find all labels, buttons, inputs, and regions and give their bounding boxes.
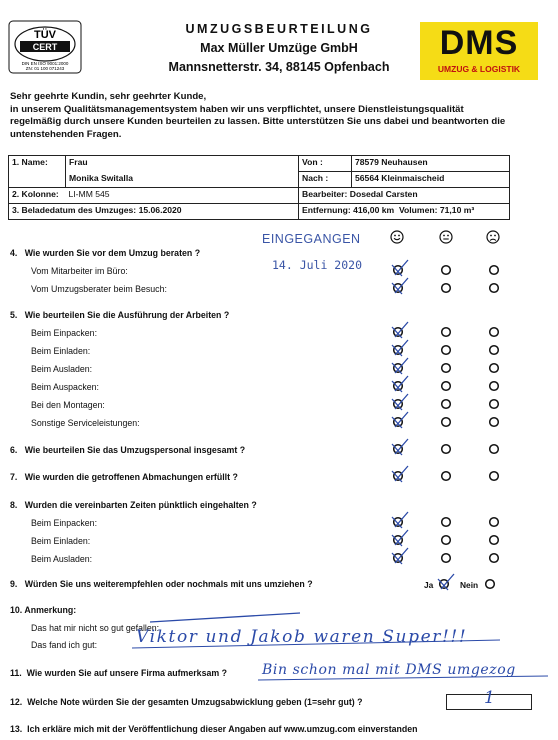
rating-option-good[interactable] <box>394 536 403 545</box>
rating-option-bad[interactable] <box>490 328 499 337</box>
question-7: 7. Wie wurden die getroffenen Abmachungen erfüllt ? <box>10 472 238 482</box>
handwritten-grade: 1 <box>484 688 495 708</box>
rating-option-neutral[interactable] <box>442 346 451 355</box>
rating-option-neutral[interactable] <box>442 382 451 391</box>
q5-item: Beim Einladen: <box>31 346 91 356</box>
intro-line: in unserem Qualitätsmanagementsystem haben wir uns verpflichtet, unsere Dienstleistungsqualität <box>10 103 464 115</box>
handwritten-liked: Viktor und Jakob waren Super!!! <box>136 627 468 647</box>
dms-logo-tagline: UMZUG & LOGISTIK <box>437 64 521 74</box>
company-name: Max Müller Umzüge GmbH <box>200 41 358 55</box>
tuv-text: TÜV <box>34 29 56 41</box>
datum-value: 15.06.2020 <box>138 205 182 215</box>
rating-option-good[interactable] <box>394 418 403 427</box>
rating-option-neutral[interactable] <box>442 445 451 454</box>
salutation-value: Frau <box>66 156 299 172</box>
rating-option-neutral[interactable] <box>442 472 451 481</box>
received-stamp-date: 14. Juli 2020 <box>272 258 363 272</box>
question-12: 12. Welche Note würden Sie der gesamten Umzugsabwicklung geben (1=sehr gut) ? <box>10 697 363 707</box>
rating-option-bad[interactable] <box>490 400 499 409</box>
bearbeiter-label: Bearbeiter: <box>302 189 348 199</box>
question-4: 4. Wie wurden Sie vor dem Umzug beraten ? <box>10 248 201 258</box>
question-10: 10. Anmerkung: <box>10 605 77 615</box>
check-mark <box>392 530 408 546</box>
form-title: UMZUGSBEURTEILUNG <box>185 22 373 36</box>
check-mark <box>392 394 408 410</box>
rating-option-neutral[interactable] <box>442 418 451 427</box>
rating-option-bad[interactable] <box>490 364 499 373</box>
rating-option-good[interactable] <box>394 518 403 527</box>
check-mark <box>392 512 408 528</box>
check-mark <box>392 340 408 356</box>
rating-option-bad[interactable] <box>490 266 499 275</box>
handwritten-source: Bin schon mal mit DMS umgezog <box>262 662 516 678</box>
rating-option-bad[interactable] <box>490 554 499 563</box>
rating-option-good[interactable] <box>394 400 403 409</box>
zn-text: ZN: 01 100 071243 <box>25 66 65 71</box>
rating-option-bad[interactable] <box>490 536 499 545</box>
cert-text: CERT <box>32 42 58 52</box>
received-stamp: EINGEGANGEN <box>262 232 361 246</box>
rating-option-good[interactable] <box>394 472 403 481</box>
company-address: Mannsnetterstr. 34, 88145 Opfenbach <box>168 60 390 74</box>
q5-item: Bei den Montagen: <box>31 400 105 410</box>
check-mark <box>392 278 408 294</box>
rating-option-neutral[interactable] <box>442 536 451 545</box>
rating-option-neutral[interactable] <box>442 364 451 373</box>
rating-option-neutral[interactable] <box>442 284 451 293</box>
check-mark <box>392 466 408 482</box>
q9-option-no[interactable] <box>486 580 495 589</box>
rating-option-neutral[interactable] <box>442 400 451 409</box>
check-mark <box>392 376 408 392</box>
kolonne-label: 2. Kolonne: <box>9 188 66 204</box>
rating-option-bad[interactable] <box>490 284 499 293</box>
kolonne-value: LI-MM 545 <box>66 188 299 204</box>
check-mark <box>392 548 408 564</box>
q9-option-yes[interactable] <box>440 580 449 589</box>
rating-option-neutral[interactable] <box>442 266 451 275</box>
check-mark <box>392 260 408 276</box>
q4-item: Vom Umzugsberater beim Besuch: <box>31 284 167 294</box>
von-value: 78579 Neuhausen <box>352 156 510 172</box>
rating-option-bad[interactable] <box>490 346 499 355</box>
nach-label: Nach : <box>299 172 352 188</box>
rating-option-good[interactable] <box>394 364 403 373</box>
intro-line: regelmäßig durch unsere Kunden beurteilen zu lassen. Bitte unterstützen Sie uns dabei und beantworten die <box>10 116 506 127</box>
q9-no-label: Nein <box>460 580 479 590</box>
rating-option-good[interactable] <box>394 346 403 355</box>
rating-option-neutral[interactable] <box>442 328 451 337</box>
rating-option-good[interactable] <box>394 328 403 337</box>
q5-item: Beim Ausladen: <box>31 364 93 374</box>
volumen-value: Volumen: 71,10 m³ <box>398 205 475 215</box>
rating-option-neutral[interactable] <box>442 554 451 563</box>
check-mark <box>392 439 408 455</box>
q8-item: Beim Ausladen: <box>31 554 93 564</box>
q5-item: Beim Einpacken: <box>31 328 98 338</box>
name-value: Monika Switalla <box>66 172 299 188</box>
q8-item: Beim Einladen: <box>31 536 91 546</box>
rating-option-bad[interactable] <box>490 445 499 454</box>
q10-item: Das hat mir nicht so gut gefallen: <box>31 623 160 633</box>
question-13: 13. Ich erkläre mich mit der Veröffentlichung dieser Angaben auf www.umzug.com einverstanden <box>10 724 418 734</box>
check-mark <box>392 358 408 374</box>
rating-option-good[interactable] <box>394 382 403 391</box>
nach-value: 56564 Kleinmaischeid <box>352 172 510 188</box>
rating-option-neutral[interactable] <box>442 518 451 527</box>
rating-option-bad[interactable] <box>490 418 499 427</box>
question-6: 6. Wie beurteilen Sie das Umzugspersonal insgesamt ? <box>10 445 246 455</box>
rating-option-good[interactable] <box>394 445 403 454</box>
rating-option-bad[interactable] <box>490 382 499 391</box>
check-mark <box>392 322 408 338</box>
q9-yes-label: Ja <box>424 580 434 590</box>
question-8: 8. Wurden die vereinbarten Zeiten pünktlich eingehalten ? <box>10 500 257 510</box>
q4-item: Vom Mitarbeiter im Büro: <box>31 266 128 276</box>
intro-line: Sehr geehrte Kundin, sehr geehrter Kunde, <box>10 91 207 102</box>
datum-label: 3. Beladedatum des Umzuges: <box>12 205 137 215</box>
question-11: 11. Wie wurden Sie auf unsere Firma aufmerksam ? <box>10 668 227 678</box>
entfernung-value: Entfernung: 416,00 km <box>302 205 395 215</box>
intro-line: untenstehenden Fragen. <box>10 128 122 140</box>
rating-option-good[interactable] <box>394 266 403 275</box>
bearbeiter-value: Dosedal Carsten <box>349 189 418 199</box>
q5-item: Beim Auspacken: <box>31 382 99 392</box>
q8-item: Beim Einpacken: <box>31 518 98 528</box>
rating-option-good[interactable] <box>394 554 403 563</box>
check-mark <box>438 574 454 590</box>
rating-option-good[interactable] <box>394 284 403 293</box>
name-label: 1. Name: <box>9 156 66 172</box>
check-mark <box>392 412 408 428</box>
rating-option-bad[interactable] <box>490 518 499 527</box>
q5-item: Sonstige Serviceleistungen: <box>31 418 140 428</box>
rating-option-bad[interactable] <box>490 472 499 481</box>
question-5: 5. Wie beurteilen Sie die Ausführung der Arbeiten ? <box>10 310 230 320</box>
iso-text: DIN EN ISO 9001:2000 <box>21 61 69 66</box>
dms-logo-name: DMS <box>439 24 519 62</box>
question-9: 9. Würden Sie uns weiterempfehlen oder nochmals mit uns umziehen ? <box>10 579 313 589</box>
q10-item: Das fand ich gut: <box>31 640 98 650</box>
von-label: Von : <box>299 156 352 172</box>
